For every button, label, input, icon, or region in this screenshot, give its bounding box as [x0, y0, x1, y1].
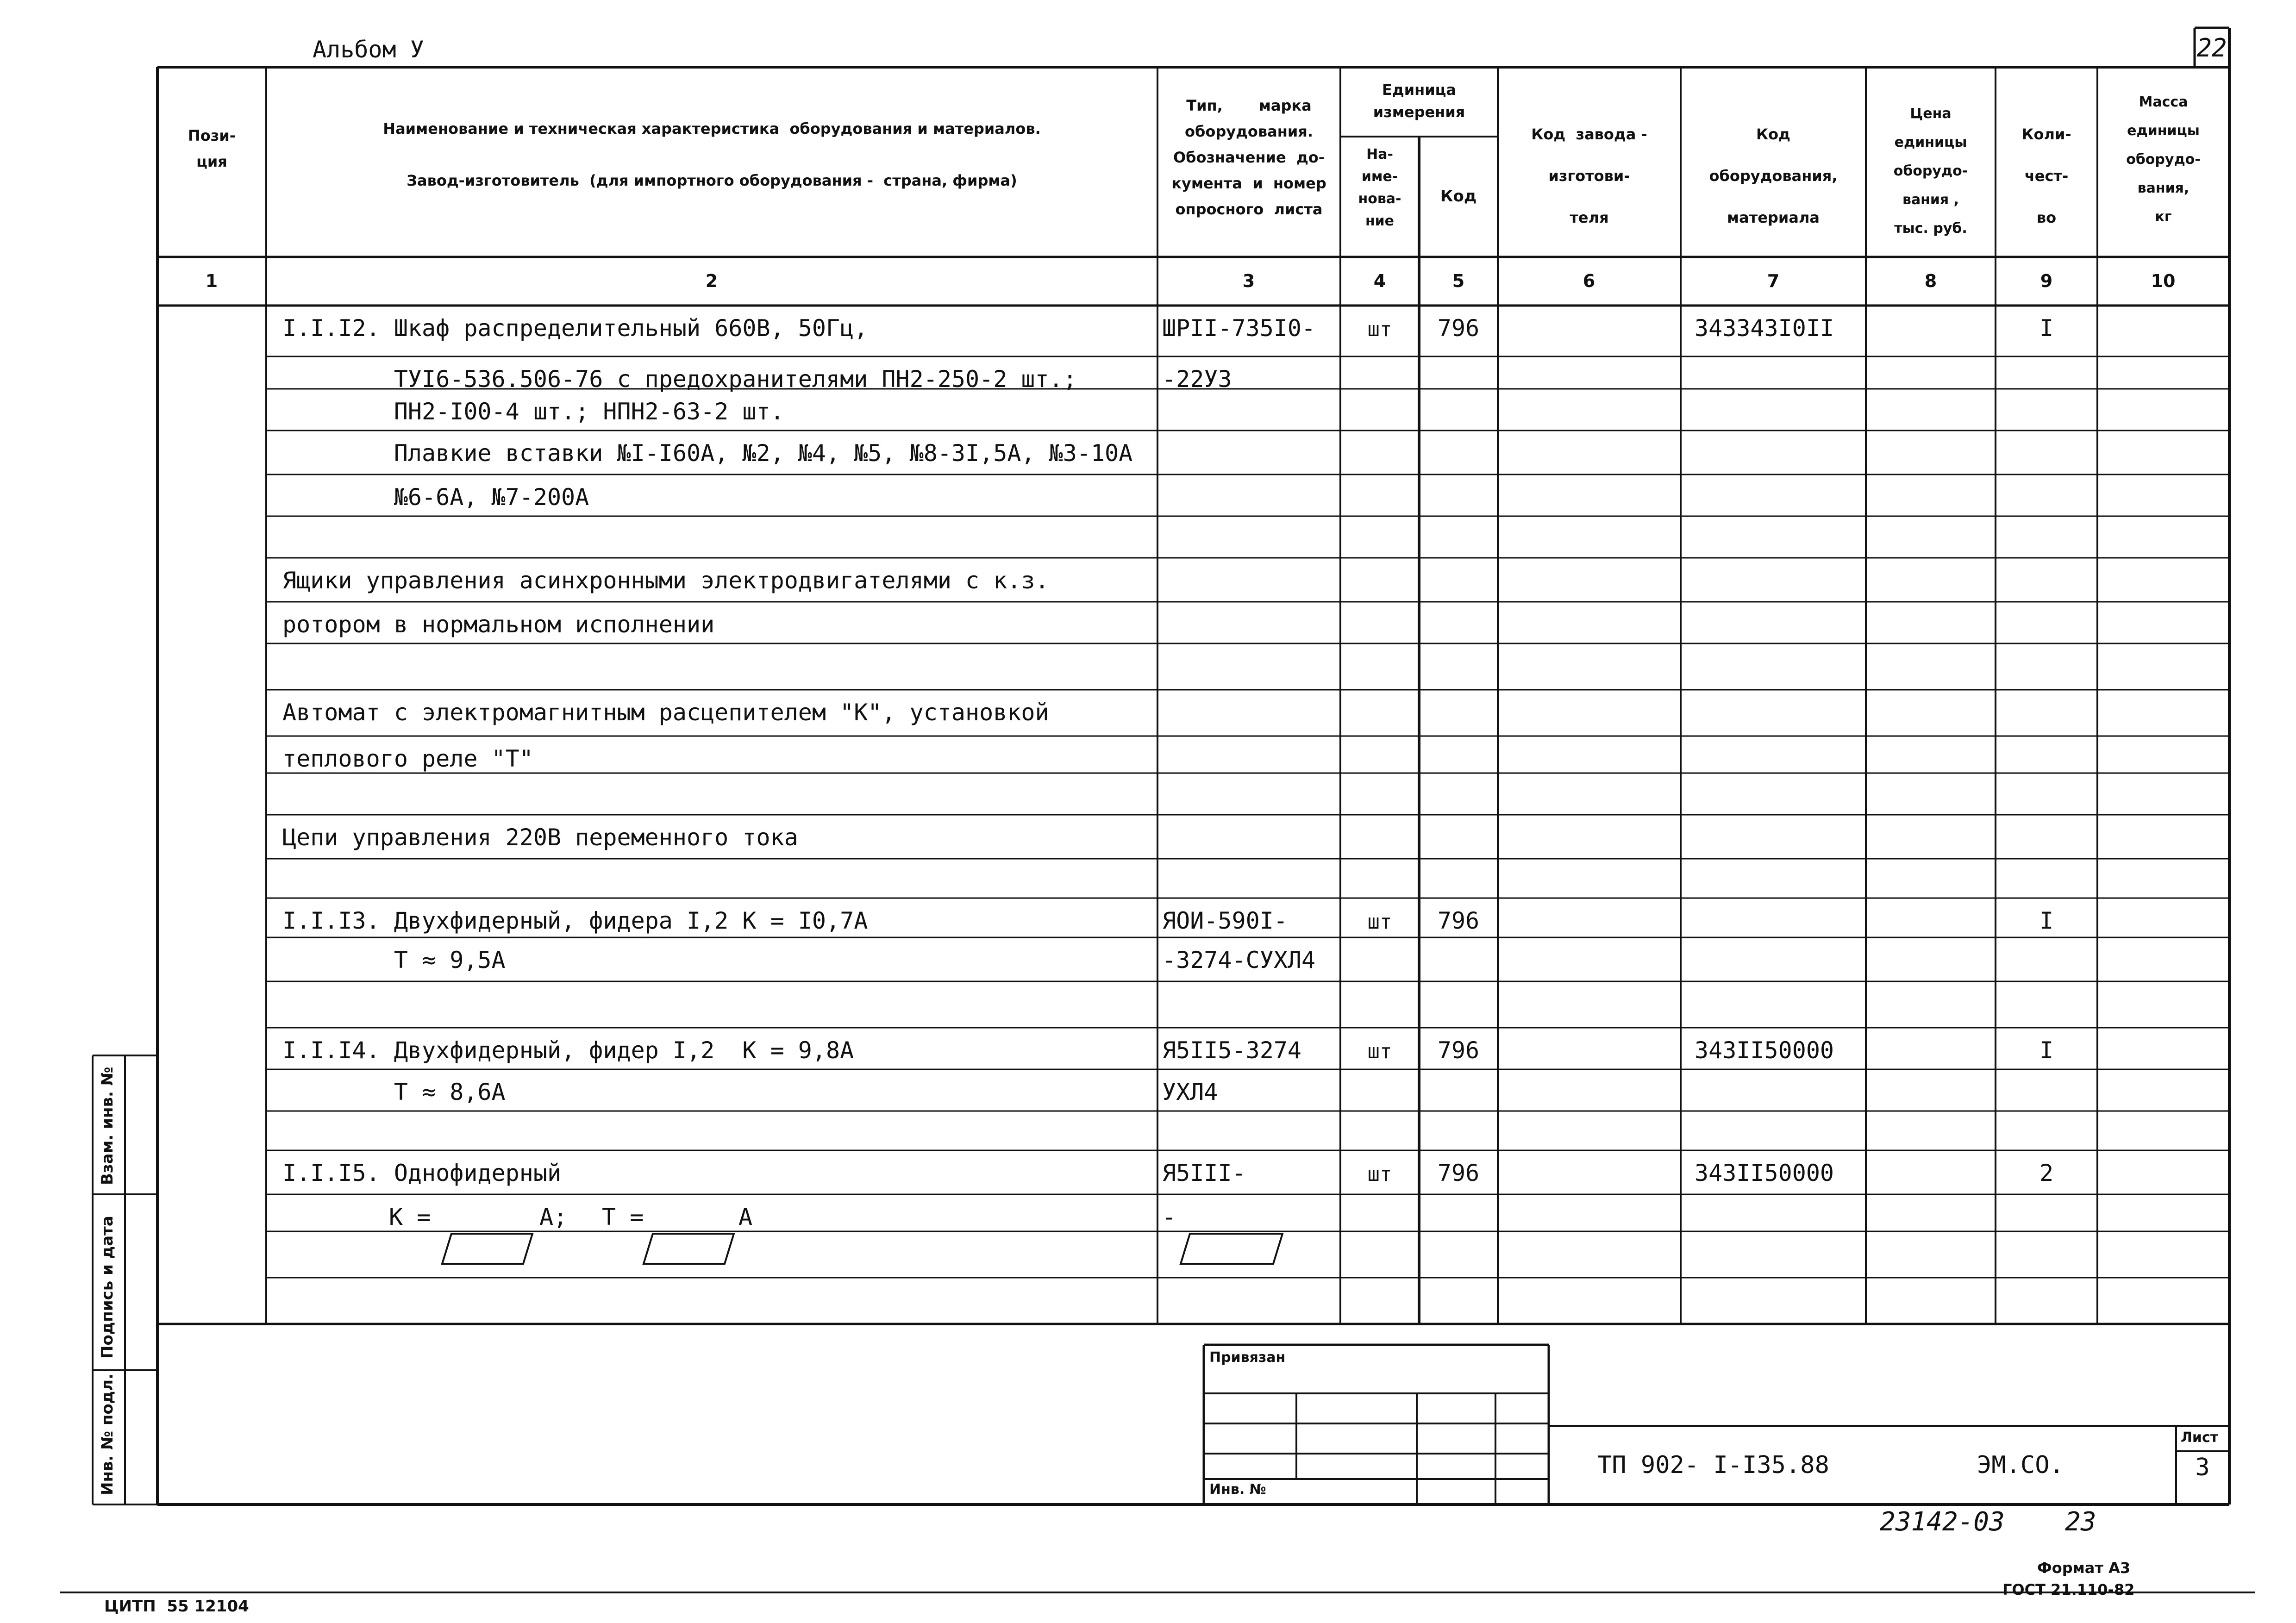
- column-number: 10: [2151, 271, 2176, 291]
- doc-code: ТП 902- I-I35.88: [1597, 1451, 1829, 1479]
- row-equipment-code: 343II50000: [1695, 1037, 1834, 1064]
- sheet-label: Лист: [2181, 1429, 2219, 1446]
- gost-label: ГОСТ 21.110-82: [2002, 1581, 2135, 1598]
- row-quantity: I: [2039, 315, 2054, 342]
- tsitp-label: ЦИТП 55 12104: [104, 1597, 249, 1616]
- column-header: Тип, марка оборудования. Обозначение до- кумента и номер опросного листа: [1171, 97, 1326, 218]
- row-quantity: 2: [2039, 1160, 2054, 1186]
- row-unit: шт: [1367, 1040, 1392, 1063]
- row-name: Автомат с электромагнитным расцепителем "К", установкой: [282, 699, 1049, 726]
- stamp-signature-label: Подпись и дата: [98, 1216, 117, 1359]
- row-type: УХЛ4: [1162, 1079, 1218, 1105]
- column-number: 3: [1242, 271, 1255, 291]
- column-header: Наименование и техническая характеристика оборудования и материалов. Завод-изготовитель (для импортного оборудования - страна, фирма): [383, 120, 1041, 189]
- a-label: А;: [539, 1204, 568, 1230]
- row-type: -: [1162, 1204, 1176, 1230]
- row-equipment-code: 343343I0II: [1695, 315, 1834, 342]
- column-number: 9: [2040, 271, 2053, 291]
- stamp-vzam-label: Взам. инв. №: [98, 1067, 117, 1185]
- row-name: №6-6А, №7-200А: [282, 484, 589, 511]
- row-name: Ящики управления асинхронными электродвигателями с к.з.: [282, 567, 1049, 594]
- k-label: К =: [389, 1204, 431, 1230]
- album-label: Альбом У: [313, 36, 424, 63]
- column-number: 5: [1452, 271, 1465, 291]
- column-number: 2: [705, 271, 718, 291]
- column-header: Код оборудования, материала: [1709, 125, 1838, 226]
- column-header: Пози- ция: [188, 127, 236, 170]
- t-label: Т =: [602, 1204, 644, 1230]
- row-type: ШРII-735I0-: [1162, 315, 1316, 342]
- row-unit-code: 796: [1437, 1037, 1480, 1064]
- format-label: Формат А3: [2037, 1559, 2131, 1577]
- row-name: I.I.I3. Двухфидерный, фидера I,2 К = I0,7А: [282, 907, 868, 934]
- row-quantity: I: [2039, 907, 2054, 934]
- row-unit: шт: [1367, 910, 1392, 934]
- row-unit-code: 796: [1437, 315, 1480, 342]
- a2-label: А: [738, 1204, 753, 1230]
- row-name: Плавкие вставки №I-I60А, №2, №4, №5, №8-3I,5А, №3-10А: [282, 440, 1133, 467]
- row-name: Т ≈ 9,5А: [282, 947, 506, 974]
- sheet-number: 3: [2195, 1454, 2210, 1481]
- row-name: Т ≈ 8,6А: [282, 1079, 506, 1105]
- column-header: Масса единицы оборудо- вания, кг: [2126, 94, 2201, 225]
- column-number: 1: [205, 271, 218, 291]
- column-number: 8: [1924, 271, 1937, 291]
- column-number: 4: [1373, 271, 1386, 291]
- row-type: -22У3: [1162, 366, 1232, 393]
- column-number: 6: [1583, 271, 1595, 291]
- privyazan-label: Привязан: [1209, 1349, 1286, 1366]
- column-number: 7: [1767, 271, 1780, 291]
- doc-mark: ЭМ.СО.: [1977, 1451, 2064, 1479]
- inv-no-label: Инв. №: [1209, 1481, 1266, 1498]
- row-name: ПН2-I00-4 шт.; НПН2-63-2 шт.: [282, 398, 784, 425]
- row-quantity: I: [2039, 1037, 2054, 1064]
- row-unit-code: 796: [1437, 1160, 1480, 1186]
- row-name: ротором в нормальном исполнении: [282, 611, 715, 638]
- column-header: Код: [1440, 187, 1477, 206]
- unit-group-header: Единица измерения: [1373, 81, 1465, 121]
- row-name: I.I.I2. Шкаф распределительный 660В, 50Гц,: [282, 315, 868, 342]
- row-unit: шт: [1367, 318, 1392, 341]
- column-header: Цена единицы оборудо- вания , тыс. руб.: [1893, 106, 1968, 237]
- sheet-corner-number: 22: [2196, 33, 2227, 62]
- row-equipment-code: 343II50000: [1695, 1160, 1834, 1186]
- row-type: Я5III-: [1162, 1160, 1246, 1186]
- row-type: ЯОИ-590I-: [1162, 907, 1288, 934]
- column-header: Код завода - изготови- теля: [1531, 125, 1647, 226]
- row-name: ТУI6-536.506-76 с предохранителями ПН2-250-2 шт.;: [282, 366, 1077, 393]
- row-name: Цепи управления 220В переменного тока: [282, 824, 798, 851]
- row-type: -3274-СУХЛ4: [1162, 947, 1316, 974]
- row-name: теплового реле "Т": [282, 745, 533, 772]
- row-name: I.I.I5. Однофидерный: [282, 1160, 562, 1186]
- column-header: На- име- нова- ние: [1358, 146, 1401, 229]
- column-header: Коли- чест- во: [2021, 125, 2071, 226]
- row-unit-code: 796: [1437, 907, 1480, 934]
- row-name: I.I.I4. Двухфидерный, фидер I,2 К = 9,8А: [282, 1037, 854, 1064]
- handwritten-page: 23: [2065, 1507, 2096, 1537]
- handwritten-number: 23142-03: [1880, 1507, 2005, 1537]
- stamp-inv-label: Инв. № подл.: [98, 1373, 117, 1495]
- row-type: Я5II5-3274: [1162, 1037, 1302, 1064]
- row-unit: шт: [1367, 1162, 1392, 1186]
